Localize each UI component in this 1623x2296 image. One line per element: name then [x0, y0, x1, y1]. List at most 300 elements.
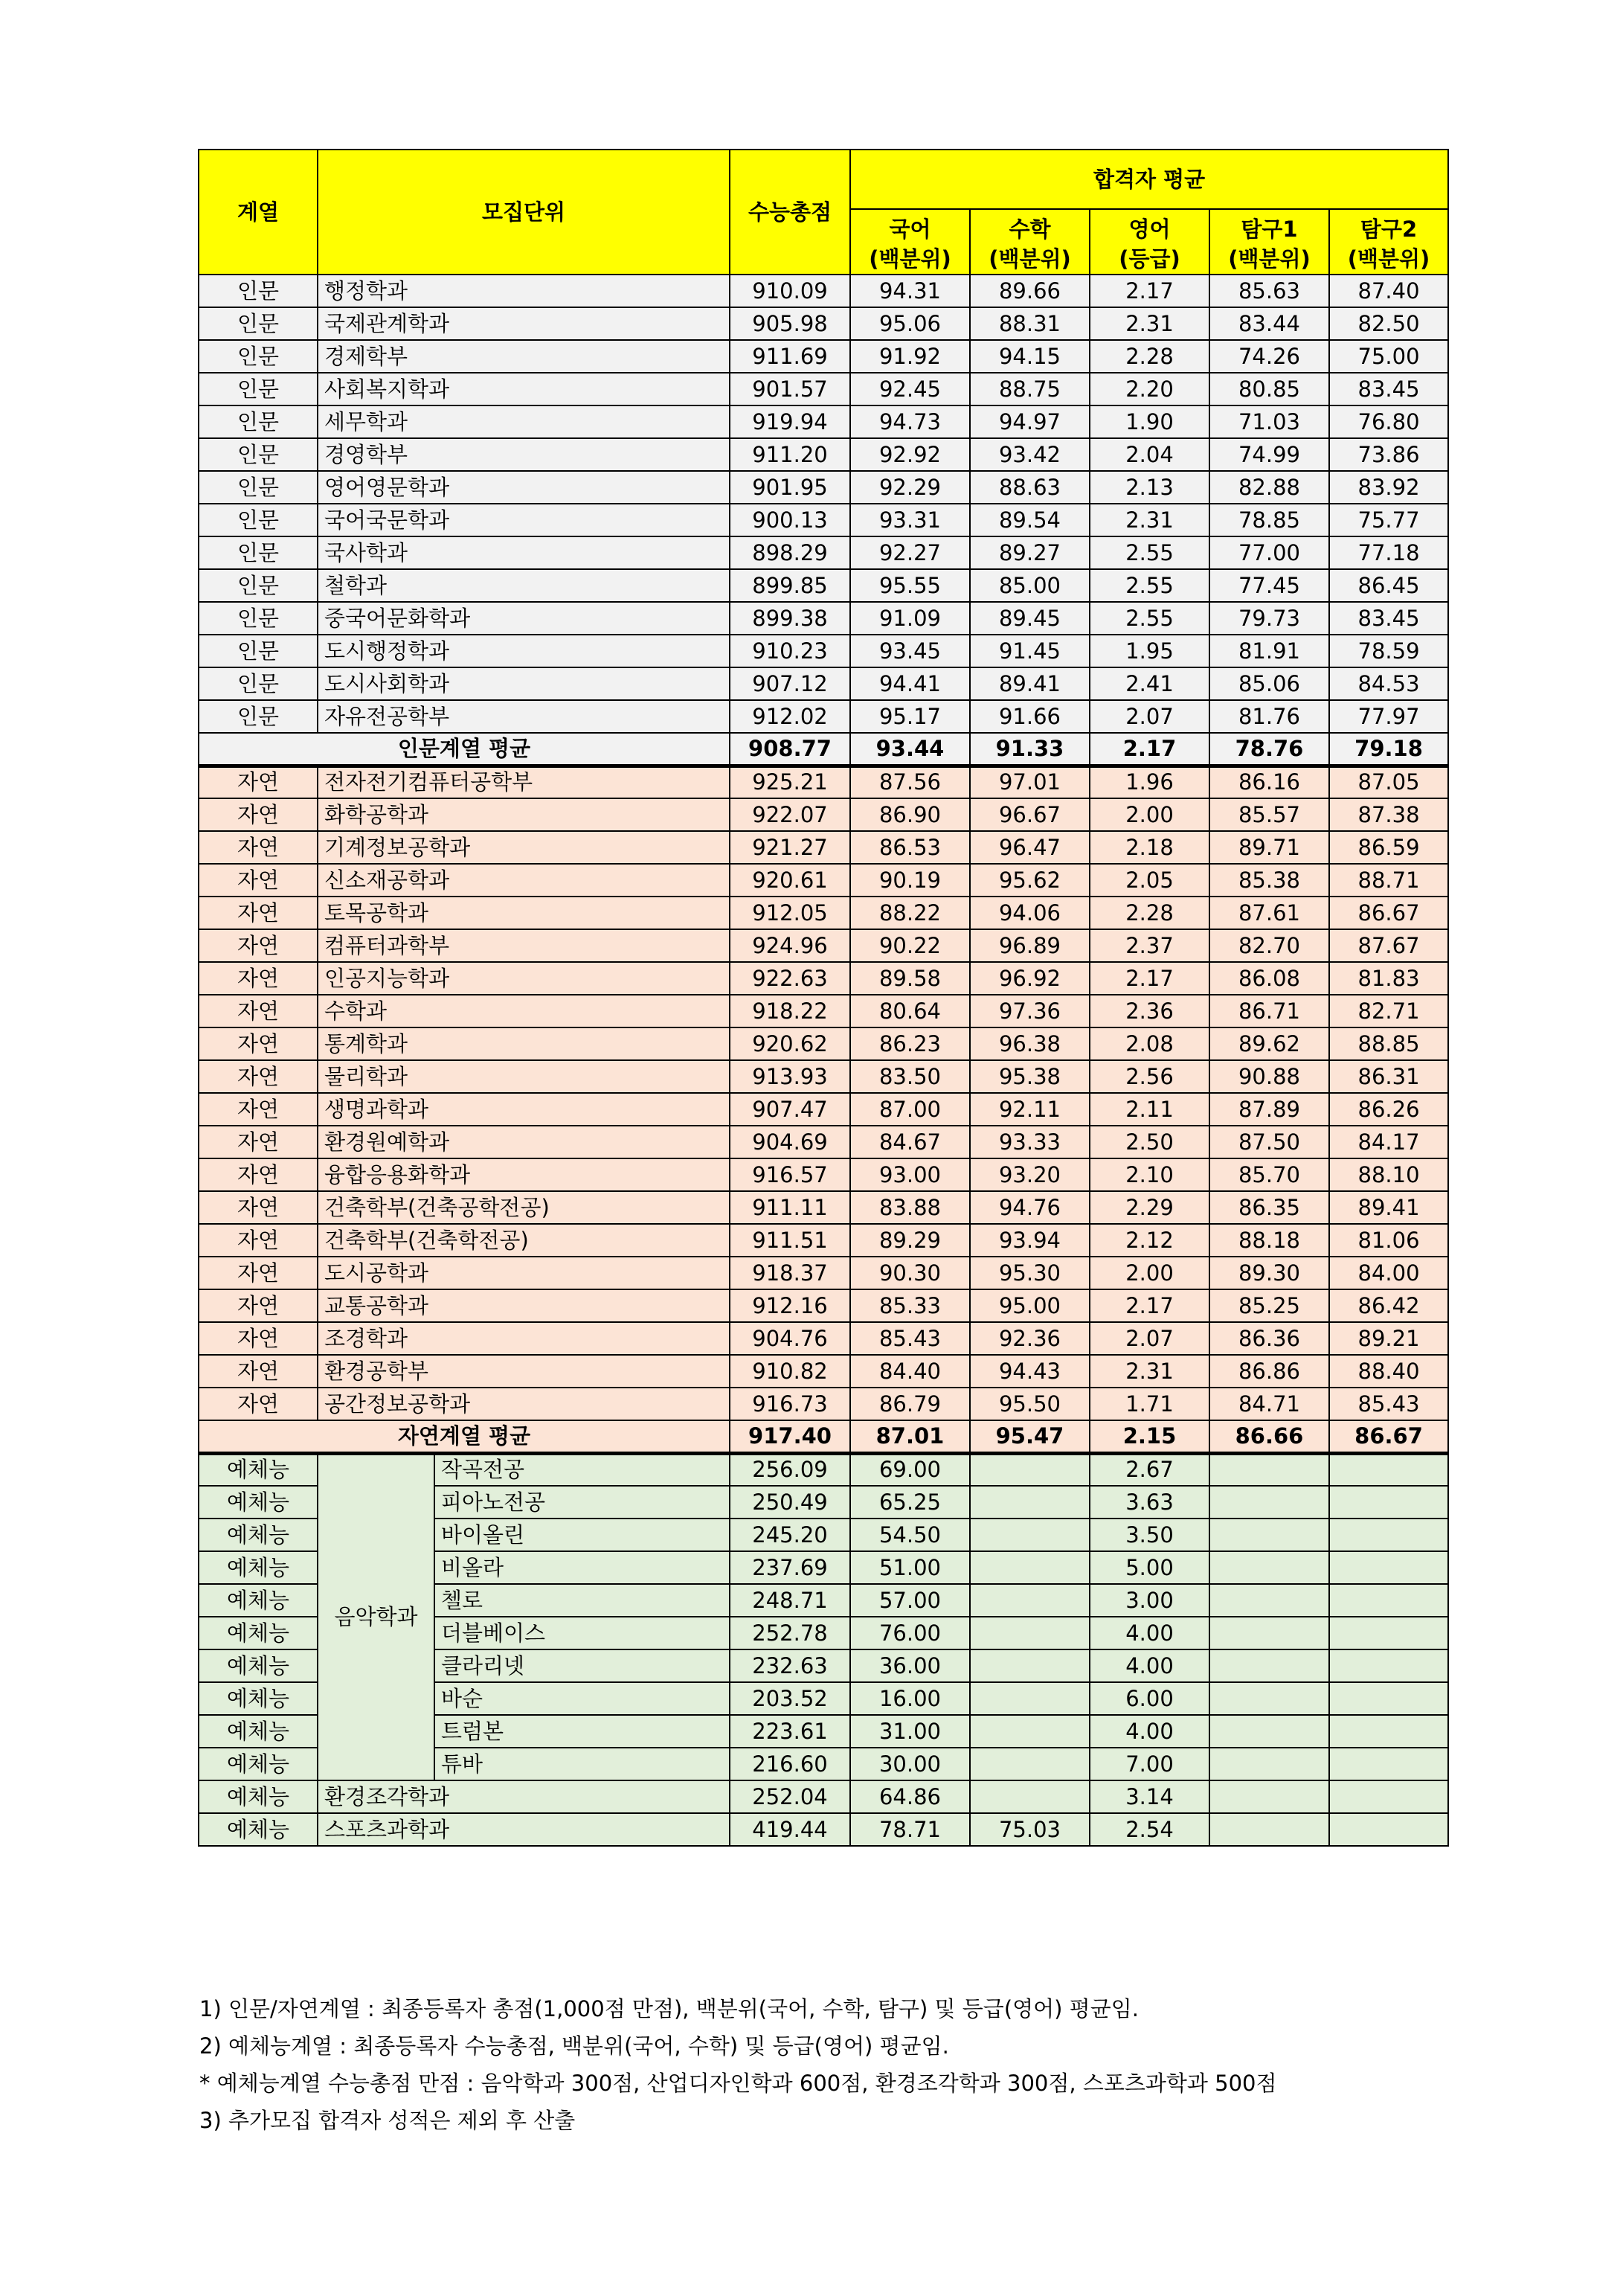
major-cell: 클라리넷 — [434, 1649, 730, 1682]
category-cell: 자연 — [199, 864, 318, 897]
category-cell: 예체능 — [199, 1748, 318, 1780]
english-cell: 2.13 — [1090, 471, 1209, 504]
category-cell: 인문 — [199, 635, 318, 667]
category-cell: 자연 — [199, 1158, 318, 1191]
major-cell: 바순 — [434, 1682, 730, 1715]
header-english — [1090, 209, 1209, 275]
korean-cell: 64.86 — [850, 1780, 970, 1813]
inquiry2-cell: 81.83 — [1329, 962, 1448, 995]
table-row — [199, 1126, 1448, 1158]
english-cell: 2.12 — [1090, 1224, 1209, 1257]
math-cell: 88.75 — [970, 373, 1090, 405]
unit-cell: 통계학과 — [318, 1027, 730, 1060]
unit-cell: 전자전기컴퓨터공학부 — [318, 766, 730, 798]
korean-cell: 90.22 — [850, 929, 970, 962]
table-row — [199, 340, 1448, 373]
korean-cell: 92.45 — [850, 373, 970, 405]
inquiry2-cell — [1329, 1649, 1448, 1682]
math-cell: 94.15 — [970, 340, 1090, 373]
inquiry1-cell: 77.45 — [1209, 569, 1329, 602]
english-cell: 1.96 — [1090, 766, 1209, 798]
category-cell: 인문 — [199, 340, 318, 373]
total-score-cell: 905.98 — [730, 307, 850, 340]
english-cell: 2.07 — [1090, 700, 1209, 733]
unit-cell: 도시행정학과 — [318, 635, 730, 667]
unit-cell: 기계정보공학과 — [318, 831, 730, 864]
table-row — [199, 864, 1448, 897]
category-cell: 인문 — [199, 373, 318, 405]
total-score-cell: 911.20 — [730, 438, 850, 471]
inquiry1-cell: 82.70 — [1209, 929, 1329, 962]
unit-cell: 스포츠과학과 — [318, 1813, 730, 1846]
math-cell: 75.03 — [970, 1813, 1090, 1846]
english-cell: 2.29 — [1090, 1191, 1209, 1224]
inquiry1-cell — [1209, 1584, 1329, 1617]
unit-cell: 도시공학과 — [318, 1257, 730, 1289]
inquiry1-cell: 84.71 — [1209, 1388, 1329, 1420]
english-cell: 2.36 — [1090, 995, 1209, 1027]
korean-cell: 90.30 — [850, 1257, 970, 1289]
math-cell — [970, 1748, 1090, 1780]
unit-cell: 사회복지학과 — [318, 373, 730, 405]
unit-cell: 생명과학과 — [318, 1093, 730, 1126]
inquiry2-cell — [1329, 1551, 1448, 1584]
total-score-cell: 419.44 — [730, 1813, 850, 1846]
table-row — [199, 1322, 1448, 1355]
category-cell: 자연 — [199, 995, 318, 1027]
inquiry2-cell: 87.67 — [1329, 929, 1448, 962]
table-row — [199, 831, 1448, 864]
header-sub-line1: 영어 — [1128, 217, 1171, 242]
header-sub-line2: (등급) — [1119, 246, 1180, 272]
music-department-cell: 음악학과 — [318, 1453, 434, 1780]
average-korean-cell: 93.44 — [850, 733, 970, 766]
english-cell: 3.50 — [1090, 1519, 1209, 1551]
inquiry2-cell: 87.05 — [1329, 766, 1448, 798]
english-cell: 2.18 — [1090, 831, 1209, 864]
average-label-cell: 자연계열 평균 — [199, 1420, 730, 1453]
korean-cell: 76.00 — [850, 1617, 970, 1649]
english-cell: 1.95 — [1090, 635, 1209, 667]
english-cell: 2.00 — [1090, 798, 1209, 831]
inquiry2-cell: 86.59 — [1329, 831, 1448, 864]
math-cell — [970, 1551, 1090, 1584]
math-cell: 93.94 — [970, 1224, 1090, 1257]
english-cell: 2.20 — [1090, 373, 1209, 405]
korean-cell: 84.40 — [850, 1355, 970, 1388]
unit-cell: 자유전공학부 — [318, 700, 730, 733]
english-cell: 7.00 — [1090, 1748, 1209, 1780]
total-score-cell: 256.09 — [730, 1453, 850, 1486]
math-cell — [970, 1715, 1090, 1748]
unit-cell: 토목공학과 — [318, 897, 730, 929]
header-sub-line1: 국어 — [889, 217, 931, 242]
table-row — [199, 929, 1448, 962]
inquiry1-cell: 74.26 — [1209, 340, 1329, 373]
table-row — [199, 700, 1448, 733]
major-cell: 작곡전공 — [434, 1453, 730, 1486]
major-cell: 첼로 — [434, 1584, 730, 1617]
inquiry2-cell: 81.06 — [1329, 1224, 1448, 1257]
math-cell: 94.97 — [970, 405, 1090, 438]
math-cell: 93.42 — [970, 438, 1090, 471]
category-cell: 자연 — [199, 1257, 318, 1289]
korean-cell: 94.73 — [850, 405, 970, 438]
english-cell: 2.04 — [1090, 438, 1209, 471]
total-score-cell: 237.69 — [730, 1551, 850, 1584]
inquiry1-cell — [1209, 1813, 1329, 1846]
inquiry1-cell: 80.85 — [1209, 373, 1329, 405]
math-cell: 89.45 — [970, 602, 1090, 635]
inquiry1-cell — [1209, 1519, 1329, 1551]
english-cell: 2.31 — [1090, 307, 1209, 340]
table-row — [199, 1355, 1448, 1388]
unit-cell: 경영학부 — [318, 438, 730, 471]
inquiry1-cell — [1209, 1780, 1329, 1813]
header-category: 계열 — [199, 150, 318, 275]
unit-cell: 조경학과 — [318, 1322, 730, 1355]
total-score-cell: 904.69 — [730, 1126, 850, 1158]
major-cell: 트럼본 — [434, 1715, 730, 1748]
unit-cell: 세무학과 — [318, 405, 730, 438]
math-cell: 89.54 — [970, 504, 1090, 536]
category-cell: 자연 — [199, 1355, 318, 1388]
korean-cell: 91.09 — [850, 602, 970, 635]
inquiry1-cell: 83.44 — [1209, 307, 1329, 340]
total-score-cell: 216.60 — [730, 1748, 850, 1780]
inquiry1-cell: 89.71 — [1209, 831, 1329, 864]
inquiry1-cell: 86.86 — [1209, 1355, 1329, 1388]
table-row — [199, 1027, 1448, 1060]
total-score-cell: 901.95 — [730, 471, 850, 504]
table-row — [199, 1224, 1448, 1257]
total-score-cell: 912.16 — [730, 1289, 850, 1322]
unit-cell: 공간정보공학과 — [318, 1388, 730, 1420]
unit-cell: 컴퓨터과학부 — [318, 929, 730, 962]
inquiry2-cell: 87.38 — [1329, 798, 1448, 831]
inquiry1-cell: 81.91 — [1209, 635, 1329, 667]
inquiry1-cell: 85.70 — [1209, 1158, 1329, 1191]
header-sub-line2: (백분위) — [869, 246, 951, 272]
unit-cell: 철학과 — [318, 569, 730, 602]
footnote-arts-max: * 예체능계열 수능총점 만점 : 음악학과 300점, 산업디자인학과 600점, 환경조각학과 300점, 스포츠과학과 500점 — [199, 2071, 1277, 2096]
unit-cell: 중국어문화학과 — [318, 602, 730, 635]
header-sub-line1: 수학 — [1009, 217, 1051, 242]
table-row — [199, 766, 1448, 798]
inquiry1-cell — [1209, 1486, 1329, 1519]
table-row — [199, 275, 1448, 307]
inquiry2-cell: 86.42 — [1329, 1289, 1448, 1322]
english-cell: 2.56 — [1090, 1060, 1209, 1093]
total-score-cell: 913.93 — [730, 1060, 850, 1093]
inquiry2-cell — [1329, 1715, 1448, 1748]
humanities-average-row — [199, 733, 1448, 766]
admission-results-table-wrapper — [198, 149, 1447, 1847]
unit-cell: 도시사회학과 — [318, 667, 730, 700]
major-cell: 비올라 — [434, 1551, 730, 1584]
category-cell: 예체능 — [199, 1453, 318, 1486]
average-label-cell: 인문계열 평균 — [199, 733, 730, 766]
korean-cell: 86.53 — [850, 831, 970, 864]
header-sub-line2: (백분위) — [1228, 246, 1311, 272]
category-cell: 자연 — [199, 1060, 318, 1093]
english-cell: 2.54 — [1090, 1813, 1209, 1846]
table-row — [199, 373, 1448, 405]
total-score-cell: 910.82 — [730, 1355, 850, 1388]
category-cell: 예체능 — [199, 1551, 318, 1584]
korean-cell: 93.00 — [850, 1158, 970, 1191]
total-score-cell: 907.12 — [730, 667, 850, 700]
inquiry1-cell: 90.88 — [1209, 1060, 1329, 1093]
english-cell: 2.17 — [1090, 1289, 1209, 1322]
math-cell — [970, 1584, 1090, 1617]
inquiry2-cell: 73.86 — [1329, 438, 1448, 471]
english-cell: 2.31 — [1090, 504, 1209, 536]
korean-cell: 57.00 — [850, 1584, 970, 1617]
category-cell: 자연 — [199, 1322, 318, 1355]
inquiry1-cell: 87.89 — [1209, 1093, 1329, 1126]
inquiry2-cell — [1329, 1813, 1448, 1846]
korean-cell: 92.29 — [850, 471, 970, 504]
math-cell: 96.89 — [970, 929, 1090, 962]
inquiry2-cell: 83.92 — [1329, 471, 1448, 504]
inquiry2-cell: 82.71 — [1329, 995, 1448, 1027]
average-english-cell: 2.15 — [1090, 1420, 1209, 1453]
category-cell: 자연 — [199, 1224, 318, 1257]
korean-cell: 83.88 — [850, 1191, 970, 1224]
total-score-cell: 898.29 — [730, 536, 850, 569]
inquiry1-cell: 87.50 — [1209, 1126, 1329, 1158]
header-sub-line2: (백분위) — [1347, 246, 1430, 272]
table-row — [199, 1813, 1448, 1846]
korean-cell: 93.45 — [850, 635, 970, 667]
inquiry1-cell: 85.06 — [1209, 667, 1329, 700]
total-score-cell: 912.05 — [730, 897, 850, 929]
korean-cell: 16.00 — [850, 1682, 970, 1715]
total-score-cell: 203.52 — [730, 1682, 850, 1715]
math-cell: 95.30 — [970, 1257, 1090, 1289]
inquiry1-cell: 86.36 — [1209, 1322, 1329, 1355]
inquiry1-cell: 85.63 — [1209, 275, 1329, 307]
english-cell: 2.17 — [1090, 962, 1209, 995]
footnote-1: 1) 인문/자연계열 : 최종등록자 총점(1,000점 만점), 백분위(국어, 수학, 탐구) 및 등급(영어) 평균임. — [199, 1996, 1139, 2021]
inquiry1-cell — [1209, 1617, 1329, 1649]
category-cell: 자연 — [199, 766, 318, 798]
average-inquiry1-cell: 86.66 — [1209, 1420, 1329, 1453]
category-cell: 자연 — [199, 1191, 318, 1224]
english-cell: 2.31 — [1090, 1355, 1209, 1388]
korean-cell: 94.41 — [850, 667, 970, 700]
math-cell: 89.41 — [970, 667, 1090, 700]
korean-cell: 87.56 — [850, 766, 970, 798]
korean-cell: 85.43 — [850, 1322, 970, 1355]
inquiry1-cell — [1209, 1682, 1329, 1715]
table-row — [199, 635, 1448, 667]
korean-cell: 85.33 — [850, 1289, 970, 1322]
english-cell: 2.37 — [1090, 929, 1209, 962]
inquiry2-cell: 88.10 — [1329, 1158, 1448, 1191]
category-cell: 인문 — [199, 602, 318, 635]
korean-cell: 95.17 — [850, 700, 970, 733]
korean-cell: 88.22 — [850, 897, 970, 929]
math-cell — [970, 1780, 1090, 1813]
math-cell: 94.43 — [970, 1355, 1090, 1388]
total-score-cell: 910.09 — [730, 275, 850, 307]
major-cell: 바이올린 — [434, 1519, 730, 1551]
average-math-cell: 95.47 — [970, 1420, 1090, 1453]
korean-cell: 91.92 — [850, 340, 970, 373]
table-row — [199, 1289, 1448, 1322]
inquiry1-cell: 89.30 — [1209, 1257, 1329, 1289]
english-cell: 2.00 — [1090, 1257, 1209, 1289]
average-inquiry2-cell: 86.67 — [1329, 1420, 1448, 1453]
korean-cell: 92.27 — [850, 536, 970, 569]
table-row — [199, 602, 1448, 635]
table-row — [199, 1388, 1448, 1420]
table-header — [199, 150, 1448, 275]
inquiry1-cell: 89.62 — [1209, 1027, 1329, 1060]
table-row — [199, 307, 1448, 340]
inquiry2-cell: 88.71 — [1329, 864, 1448, 897]
inquiry2-cell: 85.43 — [1329, 1388, 1448, 1420]
math-cell: 94.06 — [970, 897, 1090, 929]
category-cell: 자연 — [199, 831, 318, 864]
major-cell: 튜바 — [434, 1748, 730, 1780]
inquiry1-cell: 74.99 — [1209, 438, 1329, 471]
table-body — [199, 275, 1448, 1846]
english-cell: 2.67 — [1090, 1453, 1209, 1486]
math-cell: 93.33 — [970, 1126, 1090, 1158]
category-cell: 예체능 — [199, 1649, 318, 1682]
total-score-cell: 920.61 — [730, 864, 850, 897]
total-score-cell: 916.73 — [730, 1388, 850, 1420]
inquiry2-cell: 84.53 — [1329, 667, 1448, 700]
english-cell: 2.55 — [1090, 536, 1209, 569]
table-row — [199, 1453, 1448, 1486]
header-math — [970, 209, 1090, 275]
math-cell: 95.38 — [970, 1060, 1090, 1093]
total-score-cell: 924.96 — [730, 929, 850, 962]
math-cell: 97.36 — [970, 995, 1090, 1027]
category-cell: 자연 — [199, 1027, 318, 1060]
major-cell: 더블베이스 — [434, 1617, 730, 1649]
inquiry2-cell: 89.21 — [1329, 1322, 1448, 1355]
table-row — [199, 536, 1448, 569]
korean-cell: 94.31 — [850, 275, 970, 307]
english-cell: 2.41 — [1090, 667, 1209, 700]
korean-cell: 95.06 — [850, 307, 970, 340]
major-cell: 피아노전공 — [434, 1486, 730, 1519]
math-cell: 97.01 — [970, 766, 1090, 798]
inquiry1-cell — [1209, 1748, 1329, 1780]
inquiry1-cell — [1209, 1649, 1329, 1682]
header-unit: 모집단위 — [318, 150, 730, 275]
total-score-cell: 916.57 — [730, 1158, 850, 1191]
inquiry2-cell: 77.97 — [1329, 700, 1448, 733]
english-cell: 3.14 — [1090, 1780, 1209, 1813]
total-score-cell: 248.71 — [730, 1584, 850, 1617]
unit-cell: 신소재공학과 — [318, 864, 730, 897]
total-score-cell: 899.38 — [730, 602, 850, 635]
header-sub-line1: 탐구1 — [1241, 217, 1298, 242]
category-cell: 인문 — [199, 700, 318, 733]
table-row — [199, 667, 1448, 700]
inquiry2-cell: 76.80 — [1329, 405, 1448, 438]
inquiry2-cell — [1329, 1453, 1448, 1486]
table-row — [199, 504, 1448, 536]
inquiry1-cell: 81.76 — [1209, 700, 1329, 733]
unit-cell: 경제학부 — [318, 340, 730, 373]
unit-cell: 영어영문학과 — [318, 471, 730, 504]
korean-cell: 54.50 — [850, 1519, 970, 1551]
math-cell — [970, 1486, 1090, 1519]
total-score-cell: 911.51 — [730, 1224, 850, 1257]
korean-cell: 84.67 — [850, 1126, 970, 1158]
math-cell: 96.92 — [970, 962, 1090, 995]
admission-results-table — [198, 149, 1449, 1847]
inquiry2-cell: 84.17 — [1329, 1126, 1448, 1158]
math-cell: 85.00 — [970, 569, 1090, 602]
math-cell: 95.00 — [970, 1289, 1090, 1322]
unit-cell: 환경조각학과 — [318, 1780, 730, 1813]
inquiry2-cell: 88.85 — [1329, 1027, 1448, 1060]
total-score-cell: 919.94 — [730, 405, 850, 438]
category-cell: 예체능 — [199, 1584, 318, 1617]
table-row — [199, 1158, 1448, 1191]
unit-cell: 국어국문학과 — [318, 504, 730, 536]
math-cell: 89.66 — [970, 275, 1090, 307]
table-row — [199, 438, 1448, 471]
inquiry2-cell — [1329, 1486, 1448, 1519]
inquiry1-cell: 71.03 — [1209, 405, 1329, 438]
category-cell: 자연 — [199, 897, 318, 929]
unit-cell: 수학과 — [318, 995, 730, 1027]
category-cell: 자연 — [199, 962, 318, 995]
english-cell: 2.55 — [1090, 602, 1209, 635]
footnotes — [199, 1990, 1277, 2139]
category-cell: 인문 — [199, 471, 318, 504]
english-cell: 4.00 — [1090, 1715, 1209, 1748]
category-cell: 인문 — [199, 275, 318, 307]
korean-cell: 87.00 — [850, 1093, 970, 1126]
total-score-cell: 910.23 — [730, 635, 850, 667]
table-row — [199, 962, 1448, 995]
math-cell — [970, 1453, 1090, 1486]
unit-cell: 건축학부(건축공학전공) — [318, 1191, 730, 1224]
korean-cell: 86.90 — [850, 798, 970, 831]
category-cell: 자연 — [199, 1388, 318, 1420]
inquiry1-cell: 86.16 — [1209, 766, 1329, 798]
english-cell: 6.00 — [1090, 1682, 1209, 1715]
english-cell: 2.11 — [1090, 1093, 1209, 1126]
table-row — [199, 471, 1448, 504]
category-cell: 예체능 — [199, 1780, 318, 1813]
unit-cell: 화학공학과 — [318, 798, 730, 831]
sciences-average-row — [199, 1420, 1448, 1453]
math-cell: 88.31 — [970, 307, 1090, 340]
header-total: 수능총점 — [730, 150, 850, 275]
inquiry2-cell: 83.45 — [1329, 373, 1448, 405]
inquiry2-cell: 83.45 — [1329, 602, 1448, 635]
math-cell: 95.50 — [970, 1388, 1090, 1420]
unit-cell: 인공지능학과 — [318, 962, 730, 995]
english-cell: 3.63 — [1090, 1486, 1209, 1519]
table-row — [199, 405, 1448, 438]
total-score-cell: 922.63 — [730, 962, 850, 995]
unit-cell: 국제관계학과 — [318, 307, 730, 340]
category-cell: 인문 — [199, 504, 318, 536]
unit-cell: 교통공학과 — [318, 1289, 730, 1322]
